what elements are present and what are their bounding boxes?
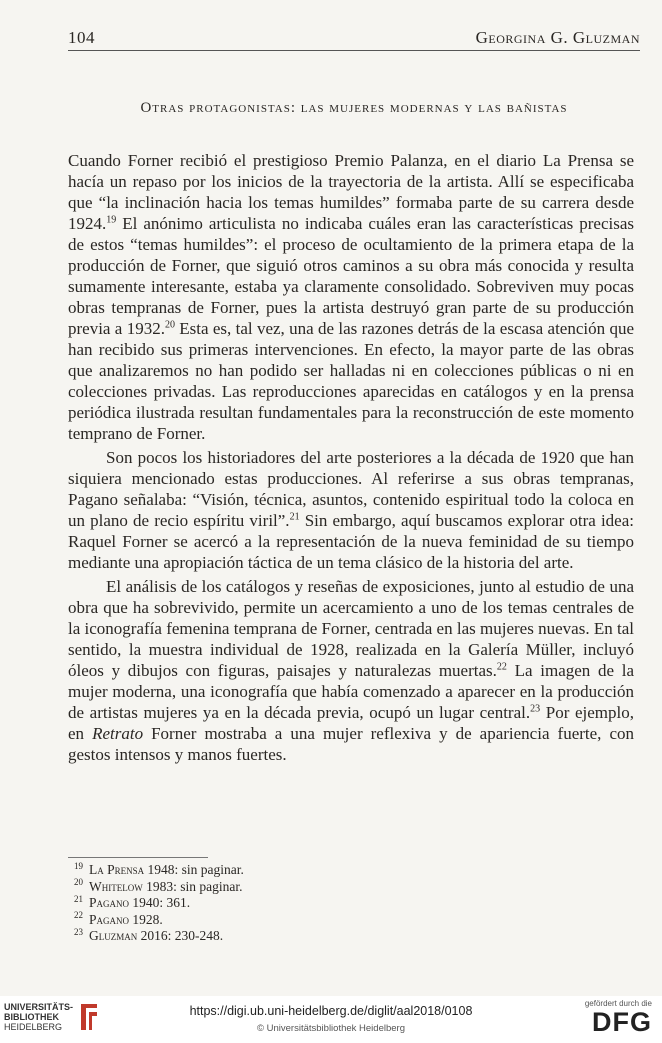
footnote-ref-19[interactable]: 19 bbox=[106, 214, 117, 226]
running-head: Georgina G. Gluzman bbox=[475, 28, 640, 47]
paragraph-2-text-a: Son pocos los historiadores del arte posteriores a la década de 1920 que han siquiera mencionado estas producciones. Al referirse a sus obras tempranas, Pagano señalaba: “Visión, técnica, asuntos, contenido espiritual todo la coloca en un plano de recio espíritu viril”. bbox=[68, 448, 634, 530]
footnote-reference: 1940: 361. bbox=[129, 895, 191, 910]
footnote-ref-21[interactable]: 21 bbox=[289, 511, 300, 523]
digitization-footer bbox=[0, 996, 662, 1043]
footnote-author: Pagano bbox=[89, 911, 130, 927]
footnote-number: 23 bbox=[74, 926, 83, 937]
footnote-reference: 1928. bbox=[129, 911, 163, 927]
paragraph-3-text-a: El análisis de los catálogos y reseñas de exposiciones, junto al estudio de una obra que ha sobrevivido, permite un acercamiento a uno de los temas centrales de la iconografía femenina temprana de Forner, centrada en las mujeres nuevas. En tal sentido, la muestra individual de 1928, realizada en la Galería Müller, incluyó óleos y dibujos con figuras, paisajes y naturalezas muertas. bbox=[68, 577, 634, 680]
dfg-wordmark: DFG bbox=[592, 1007, 652, 1037]
paragraph-3 bbox=[68, 576, 634, 765]
section-title: Otras protagonistas: las mujeres modernas y las bañistas bbox=[140, 100, 568, 116]
footnote-ref-20[interactable]: 20 bbox=[164, 319, 175, 331]
library-name-line2: BIBLIOTHEK bbox=[4, 1012, 59, 1022]
footnote-author: Pagano bbox=[89, 895, 130, 910]
footnote-23 bbox=[74, 928, 244, 945]
footnote-author: Gluzman bbox=[89, 928, 138, 943]
body-text bbox=[68, 150, 634, 765]
paragraph-1 bbox=[68, 150, 634, 444]
dfg-tagline: gefördert durch die bbox=[584, 999, 652, 1008]
paragraph-1-text-a: Cuando Forner recibió el prestigioso Premio Palanza, en el diario La Prensa se hacía un repaso por los inicios de la trayectoria de la artista. Allí se especificaba que “la inclinación hacia los temas humildes” formaba parte de su carrera desde 1924. bbox=[68, 151, 634, 233]
footnote-ref-22[interactable]: 22 bbox=[496, 661, 507, 673]
footnote-author: Whitelow bbox=[89, 878, 143, 894]
artwork-title: Retrato bbox=[92, 724, 144, 743]
footnote-divider bbox=[68, 857, 208, 858]
footnote-22 bbox=[74, 912, 244, 929]
permalink-url[interactable]: https://digi.ub.uni-heidelberg.de/diglit/aal2018/0108 bbox=[189, 1004, 473, 1018]
footnote-reference: 1948: sin paginar. bbox=[144, 862, 244, 877]
paragraph-3-text-b: La imagen de la mujer moderna, una iconografía que había comenzado a aparecer en la producción de artistas mujeres ya en la década previa, ocupó un lugar central. bbox=[68, 661, 634, 722]
paragraph-3-text-c: Por ejemplo, en bbox=[68, 703, 634, 743]
copyright-notice: © Universitätsbibliothek Heidelberg bbox=[257, 1023, 405, 1034]
library-name-line1: UNIVERSITÄTS- bbox=[4, 1002, 74, 1012]
paragraph-2-text-b: Sin embargo, aquí buscamos explorar otra idea: Raquel Forner se acercó a la representación de la nueva feminidad de su tiempo mediante una apropiación táctica de un tema clásico de la historia del arte. bbox=[68, 511, 634, 572]
paragraph-1-text-b: El anónimo articulista no indicaba cuáles eran las características precisas de estos “temas humildes”: el proceso de ocultamiento de la primera etapa de la producción de Forner, que siguió otros caminos a su obra más conocida y resulta sumamente interesante, estaba ya claramente consolidado. Sobreviven muy pocas obras tempranas de Forner, pues la artista destruyó gran parte de su producción previa a 1932. bbox=[68, 214, 634, 338]
footnote-20 bbox=[74, 879, 244, 896]
library-name-line3: HEIDELBERG bbox=[4, 1022, 63, 1032]
paragraph-3-text-d: Forner mostraba a una mujer reflexiva y de apariencia fuerte, con gestos intensos y manos fuertes. bbox=[68, 724, 634, 764]
footnote-author: La Prensa bbox=[89, 862, 145, 877]
footnote-number: 19 bbox=[74, 860, 83, 871]
page-number: 104 bbox=[68, 28, 95, 47]
footnote-21 bbox=[74, 895, 244, 912]
footnote-reference: 1983: sin paginar. bbox=[142, 878, 243, 894]
paragraph-1-text-c: Esta es, tal vez, una de las razones detrás de la escasa atención que han recibido sus primeras intervenciones. En efecto, la mayor parte de las obras que analizaremos no han podido ser halladas ni en colecciones públicas o ni en colecciones privadas. Las reproducciones aparecidas en catálogos y en la prensa periódica ilustrada resultan fundamentales para la reconstrucción de este momento temprano de Forner. bbox=[68, 319, 634, 443]
footnote-number: 22 bbox=[74, 910, 83, 920]
footnote-reference: 2016: 230-248. bbox=[137, 928, 224, 943]
footnote-19 bbox=[74, 862, 244, 879]
footnote-ref-23[interactable]: 23 bbox=[530, 703, 541, 715]
page-header bbox=[68, 28, 640, 51]
paragraph-2 bbox=[68, 447, 634, 573]
footnote-number: 21 bbox=[74, 893, 83, 904]
footnote-number: 20 bbox=[74, 877, 83, 887]
footnotes bbox=[74, 862, 244, 945]
dfg-logo[interactable] bbox=[585, 999, 652, 1036]
